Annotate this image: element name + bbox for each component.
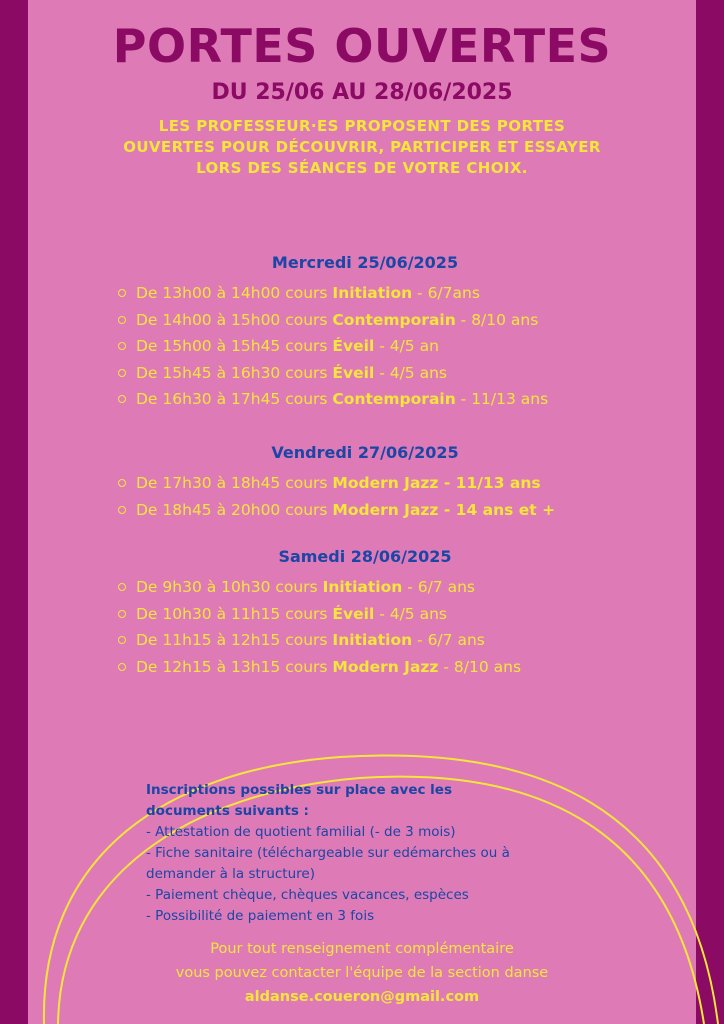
session-time: De 17h30 à 18h45 cours (136, 474, 333, 492)
info-item: - Paiement chèque, chèques vacances, espèces (146, 887, 469, 903)
circle-bullet-icon (118, 506, 126, 514)
circle-bullet-icon (118, 663, 126, 671)
day-title: Vendredi 27/06/2025 (271, 443, 459, 462)
contact-block (0, 937, 724, 1009)
contact-line: vous pouvez contacter l'équipe de la section danse (175, 965, 549, 981)
left-border-bar (0, 0, 28, 1024)
session-list (28, 280, 696, 413)
right-border-bar (696, 0, 724, 1024)
session-time: De 14h00 à 15h00 cours (136, 310, 333, 329)
session-item (118, 280, 696, 307)
info-item: demander à la structure) (146, 866, 315, 882)
session-time: De 12h15 à 13h15 cours (136, 657, 333, 676)
day-section-wednesday (28, 253, 696, 413)
session-course: Éveil (332, 337, 375, 355)
session-time: De 15h00 à 15h45 cours (136, 337, 333, 355)
info-heading: Inscriptions possibles sur place avec les (146, 782, 452, 798)
session-age: - 4/5 ans (374, 363, 447, 382)
intro-text (88, 116, 636, 179)
circle-bullet-icon (118, 369, 126, 377)
session-course: Initiation (332, 284, 413, 302)
date-range: DU 25/06 AU 28/06/2025 (211, 80, 513, 105)
session-course: Contemporain (332, 390, 456, 408)
session-age: - 11/13 ans (455, 390, 549, 408)
day-section-saturday (28, 547, 696, 680)
session-course: Modern Jazz (332, 500, 439, 519)
session-item (118, 470, 696, 497)
circle-bullet-icon (118, 395, 126, 403)
intro-line: LES PROFESSEUR·ES PROPOSENT DES PORTES (158, 117, 566, 135)
session-time: De 18h45 à 20h00 cours (136, 500, 333, 519)
session-age: - 6/7 ans (412, 631, 485, 649)
session-item (118, 574, 696, 601)
circle-bullet-icon (118, 636, 126, 644)
session-item (118, 307, 696, 334)
circle-bullet-icon (118, 316, 126, 324)
day-section-friday (28, 443, 696, 523)
session-item (118, 497, 696, 524)
intro-line: OUVERTES POUR DÉCOUVRIR, PARTICIPER ET ESSAYER (123, 138, 601, 156)
session-course: Éveil (332, 604, 375, 623)
session-age: - 11/13 ans (438, 474, 541, 492)
info-item: - Fiche sanitaire (téléchargeable sur edémarches ou à (146, 845, 510, 861)
session-item (118, 360, 696, 387)
session-course: Contemporain (332, 310, 456, 329)
registration-info (146, 780, 566, 927)
session-age: - 14 ans et + (438, 500, 556, 519)
session-age: - 8/10 ans (455, 310, 539, 329)
session-age: - 8/10 ans (438, 657, 522, 676)
contact-email: aldanse.coueron@gmail.com (244, 989, 480, 1005)
circle-bullet-icon (118, 479, 126, 487)
day-title: Mercredi 25/06/2025 (271, 253, 459, 272)
info-item: - Possibilité de paiement en 3 fois (146, 908, 375, 924)
session-time: De 11h15 à 12h15 cours (136, 631, 333, 649)
session-time: De 15h45 à 16h30 cours (136, 363, 333, 382)
session-item (118, 627, 696, 654)
circle-bullet-icon (118, 289, 126, 297)
contact-line: Pour tout renseignement complémentaire (210, 941, 514, 957)
session-item (118, 654, 696, 681)
circle-bullet-icon (118, 610, 126, 618)
session-time: De 13h00 à 14h00 cours (136, 284, 333, 302)
info-item: - Attestation de quotient familial (- de 3 mois) (146, 824, 456, 840)
day-title: Samedi 28/06/2025 (278, 547, 452, 566)
intro-line: LORS DES SÉANCES DE VOTRE CHOIX. (196, 159, 528, 177)
info-heading: documents suivants : (146, 803, 309, 819)
session-age: - 6/7ans (412, 284, 480, 302)
session-course: Initiation (322, 578, 403, 596)
session-course: Initiation (332, 631, 413, 649)
session-course: Modern Jazz (332, 657, 439, 676)
session-age: - 6/7 ans (402, 578, 475, 596)
circle-bullet-icon (118, 342, 126, 350)
session-time: De 9h30 à 10h30 cours (136, 578, 323, 596)
session-item (118, 386, 696, 413)
page-title: PORTES OUVERTES (112, 19, 612, 73)
session-course: Éveil (332, 363, 375, 382)
session-course: Modern Jazz (332, 474, 439, 492)
session-age: - 4/5 ans (374, 604, 447, 623)
session-item (118, 333, 696, 360)
session-item (118, 601, 696, 628)
circle-bullet-icon (118, 583, 126, 591)
session-list (28, 574, 696, 680)
session-time: De 16h30 à 17h45 cours (136, 390, 333, 408)
session-age: - 4/5 an (374, 337, 439, 355)
session-time: De 10h30 à 11h15 cours (136, 604, 333, 623)
session-list (28, 470, 696, 523)
